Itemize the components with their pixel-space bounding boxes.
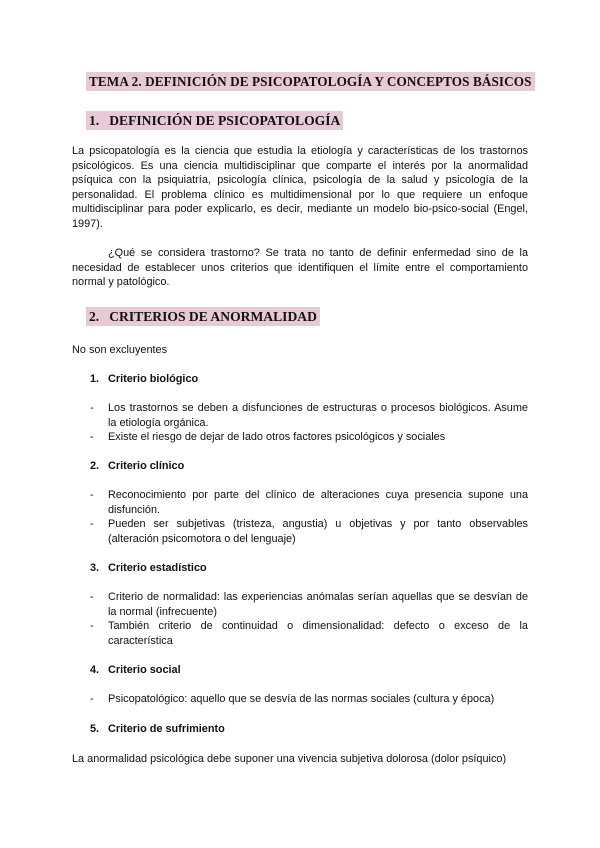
criterion-title: Criterio biológico	[108, 373, 199, 385]
criterion-title: Criterio estadístico	[108, 562, 207, 574]
list-item	[88, 590, 528, 619]
closing-paragraph: La anormalidad psicológica debe suponer una vivencia subjetiva dolorosa (dolor psíquico)	[72, 753, 507, 765]
criterion-1-bullets	[88, 401, 528, 445]
section-1-heading	[86, 111, 343, 130]
criterion-1-heading	[90, 372, 198, 386]
list-item-text: También criterio de continuidad o dimensionalidad: defecto o exceso de la característica	[108, 620, 528, 647]
section-2-note: No son excluyentes	[72, 344, 168, 356]
bullet-marker: -	[90, 402, 94, 414]
bullet-marker: -	[90, 693, 94, 705]
criterion-number: 1.	[90, 373, 100, 385]
list-item-text: Criterio de normalidad: las experiencias anómalas serían aquellas que se desvían de la normal (infrecuente)	[108, 591, 528, 618]
criterion-number: 5.	[90, 723, 100, 735]
criterion-number: 2.	[90, 460, 100, 472]
bullet-marker: -	[90, 489, 94, 501]
list-item-text: Psicopatológico: aquello que se desvía de las normas sociales (cultura y época)	[108, 693, 495, 705]
section-1-paragraph-2: ¿Qué se considera trastorno? Se trata no tanto de definir enfermedad sino de la necesidad de establecer unos criterios que identifiquen el límite entre el comportamiento normal y patológico.	[72, 247, 528, 289]
criterion-5-heading	[90, 722, 225, 736]
list-item	[88, 517, 528, 546]
criterion-4-heading	[90, 663, 181, 677]
section-1-paragraph-1: La psicopatología es la ciencia que estudia la etiología y características de los trastornos psicológicos. Es una ciencia multidisciplinar que comparte el interés por la anormalidad psíquica con la psiquiatría, psicología clínica, psicología de la salud y psicología de la personalidad. El problema clínico es multidimensional por lo que requiere un enfoque multidisciplinar para poder explicarlo, es decir, mediante un modelo bio-psico-social (Engel, 1997).	[72, 145, 528, 230]
section-2-number: 2.	[89, 309, 100, 324]
criterion-title: Criterio social	[108, 664, 181, 676]
document-title: TEMA 2. DEFINICIÓN DE PSICOPATOLOGÍA Y CONCEPTOS BÁSICOS	[86, 72, 535, 91]
criterion-title: Criterio de sufrimiento	[108, 723, 225, 735]
section-2-title: CRITERIOS DE ANORMALIDAD	[109, 309, 317, 324]
list-item	[88, 430, 528, 445]
criterion-2-bullets	[88, 488, 528, 546]
list-item-text: Existe el riesgo de dejar de lado otros factores psicológicos y sociales	[108, 431, 446, 444]
criterion-3-bullets	[88, 590, 528, 648]
criterion-2-heading	[90, 459, 184, 473]
list-item-text: Pueden ser subjetivas (tristeza, angustia) u objetivas y por tanto observables (alteración psicomotora o del lenguaje)	[108, 518, 528, 545]
bullet-marker: -	[90, 518, 94, 531]
section-1-title: DEFINICIÓN DE PSICOPATOLOGÍA	[109, 113, 341, 128]
criterion-3-heading	[90, 561, 207, 575]
list-item	[88, 619, 528, 648]
bullet-marker: -	[90, 431, 94, 444]
list-item-text: Los trastornos se deben a disfunciones de estructuras o procesos biológicos. Asume la etiología orgánica.	[108, 402, 528, 429]
list-item	[88, 488, 528, 517]
bullet-marker: -	[90, 620, 94, 633]
bullet-marker: -	[90, 591, 94, 603]
criterion-number: 3.	[90, 562, 100, 574]
section-1-number: 1.	[89, 113, 100, 128]
section-2-heading	[86, 307, 320, 326]
list-item	[88, 692, 528, 707]
criterion-4-bullets	[88, 692, 528, 707]
list-item-text: Reconocimiento por parte del clínico de alteraciones cuya presencia supone una disfunción.	[108, 489, 528, 516]
list-item	[88, 401, 528, 430]
criterion-title: Criterio clínico	[108, 460, 185, 472]
criterion-number: 4.	[90, 664, 100, 676]
